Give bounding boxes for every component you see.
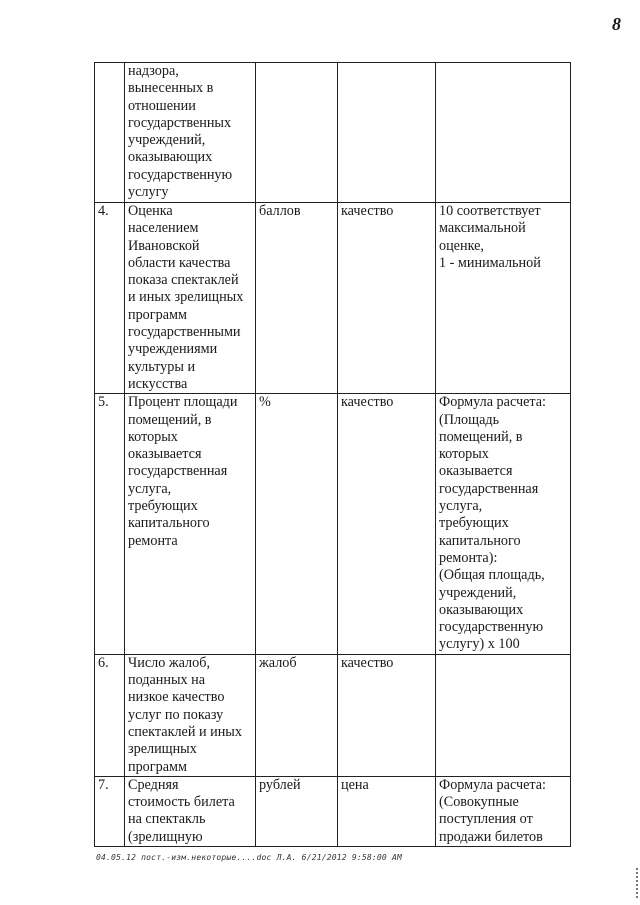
unit-cell: баллов [256, 203, 338, 394]
table-row [95, 63, 571, 203]
unit-cell [256, 63, 338, 203]
row-number: 6. [95, 654, 125, 776]
type-cell: цена [338, 776, 436, 846]
note-cell [436, 63, 571, 203]
note-cell: Формула расчета: (Площадь помещений, в которых оказывается государственная услуга, требующих капитального ремонта): (Общая площадь, учреждений, оказывающих государственную услугу) х 100 [436, 394, 571, 654]
page-number: 8 [612, 14, 621, 34]
type-cell: качество [338, 394, 436, 654]
row-number: 4. [95, 203, 125, 394]
row-number: 7. [95, 776, 125, 846]
unit-cell: жалоб [256, 654, 338, 776]
indicator-name: Число жалоб, поданных на низкое качество услуг по показу спектаклей и иных зрелищных программ [125, 654, 256, 776]
table-row [95, 394, 571, 654]
type-cell: качество [338, 203, 436, 394]
document-footer: 04.05.12 пост.-изм.некоторые....doc Л.А. 6/21/2012 9:58:00 AM [96, 853, 403, 862]
type-cell: качество [338, 654, 436, 776]
indicator-table [94, 62, 571, 847]
table-row [95, 654, 571, 776]
unit-cell: % [256, 394, 338, 654]
note-cell: Формула расчета: (Совокупные поступления от продажи билетов [436, 776, 571, 846]
row-number [95, 63, 125, 203]
table-row [95, 776, 571, 846]
note-cell [436, 654, 571, 776]
note-cell: 10 соответствует максимальной оценке, 1 - минимальной [436, 203, 571, 394]
type-cell [338, 63, 436, 203]
indicator-name: Средняя стоимость билета на спектакль (зрелищную [125, 776, 256, 846]
row-number: 5. [95, 394, 125, 654]
unit-cell: рублей [256, 776, 338, 846]
scan-edge-marks [633, 868, 638, 898]
table-row [95, 203, 571, 394]
indicator-name: Оценка населением Ивановской области качества показа спектаклей и иных зрелищных программ государственными учреждениями культуры и искусства [125, 203, 256, 394]
indicator-name: надзора, вынесенных в отношении государственных учреждений, оказывающих государственную услугу [125, 63, 256, 203]
indicator-name: Процент площади помещений, в которых оказывается государственная услуга, требующих капитального ремонта [125, 394, 256, 654]
